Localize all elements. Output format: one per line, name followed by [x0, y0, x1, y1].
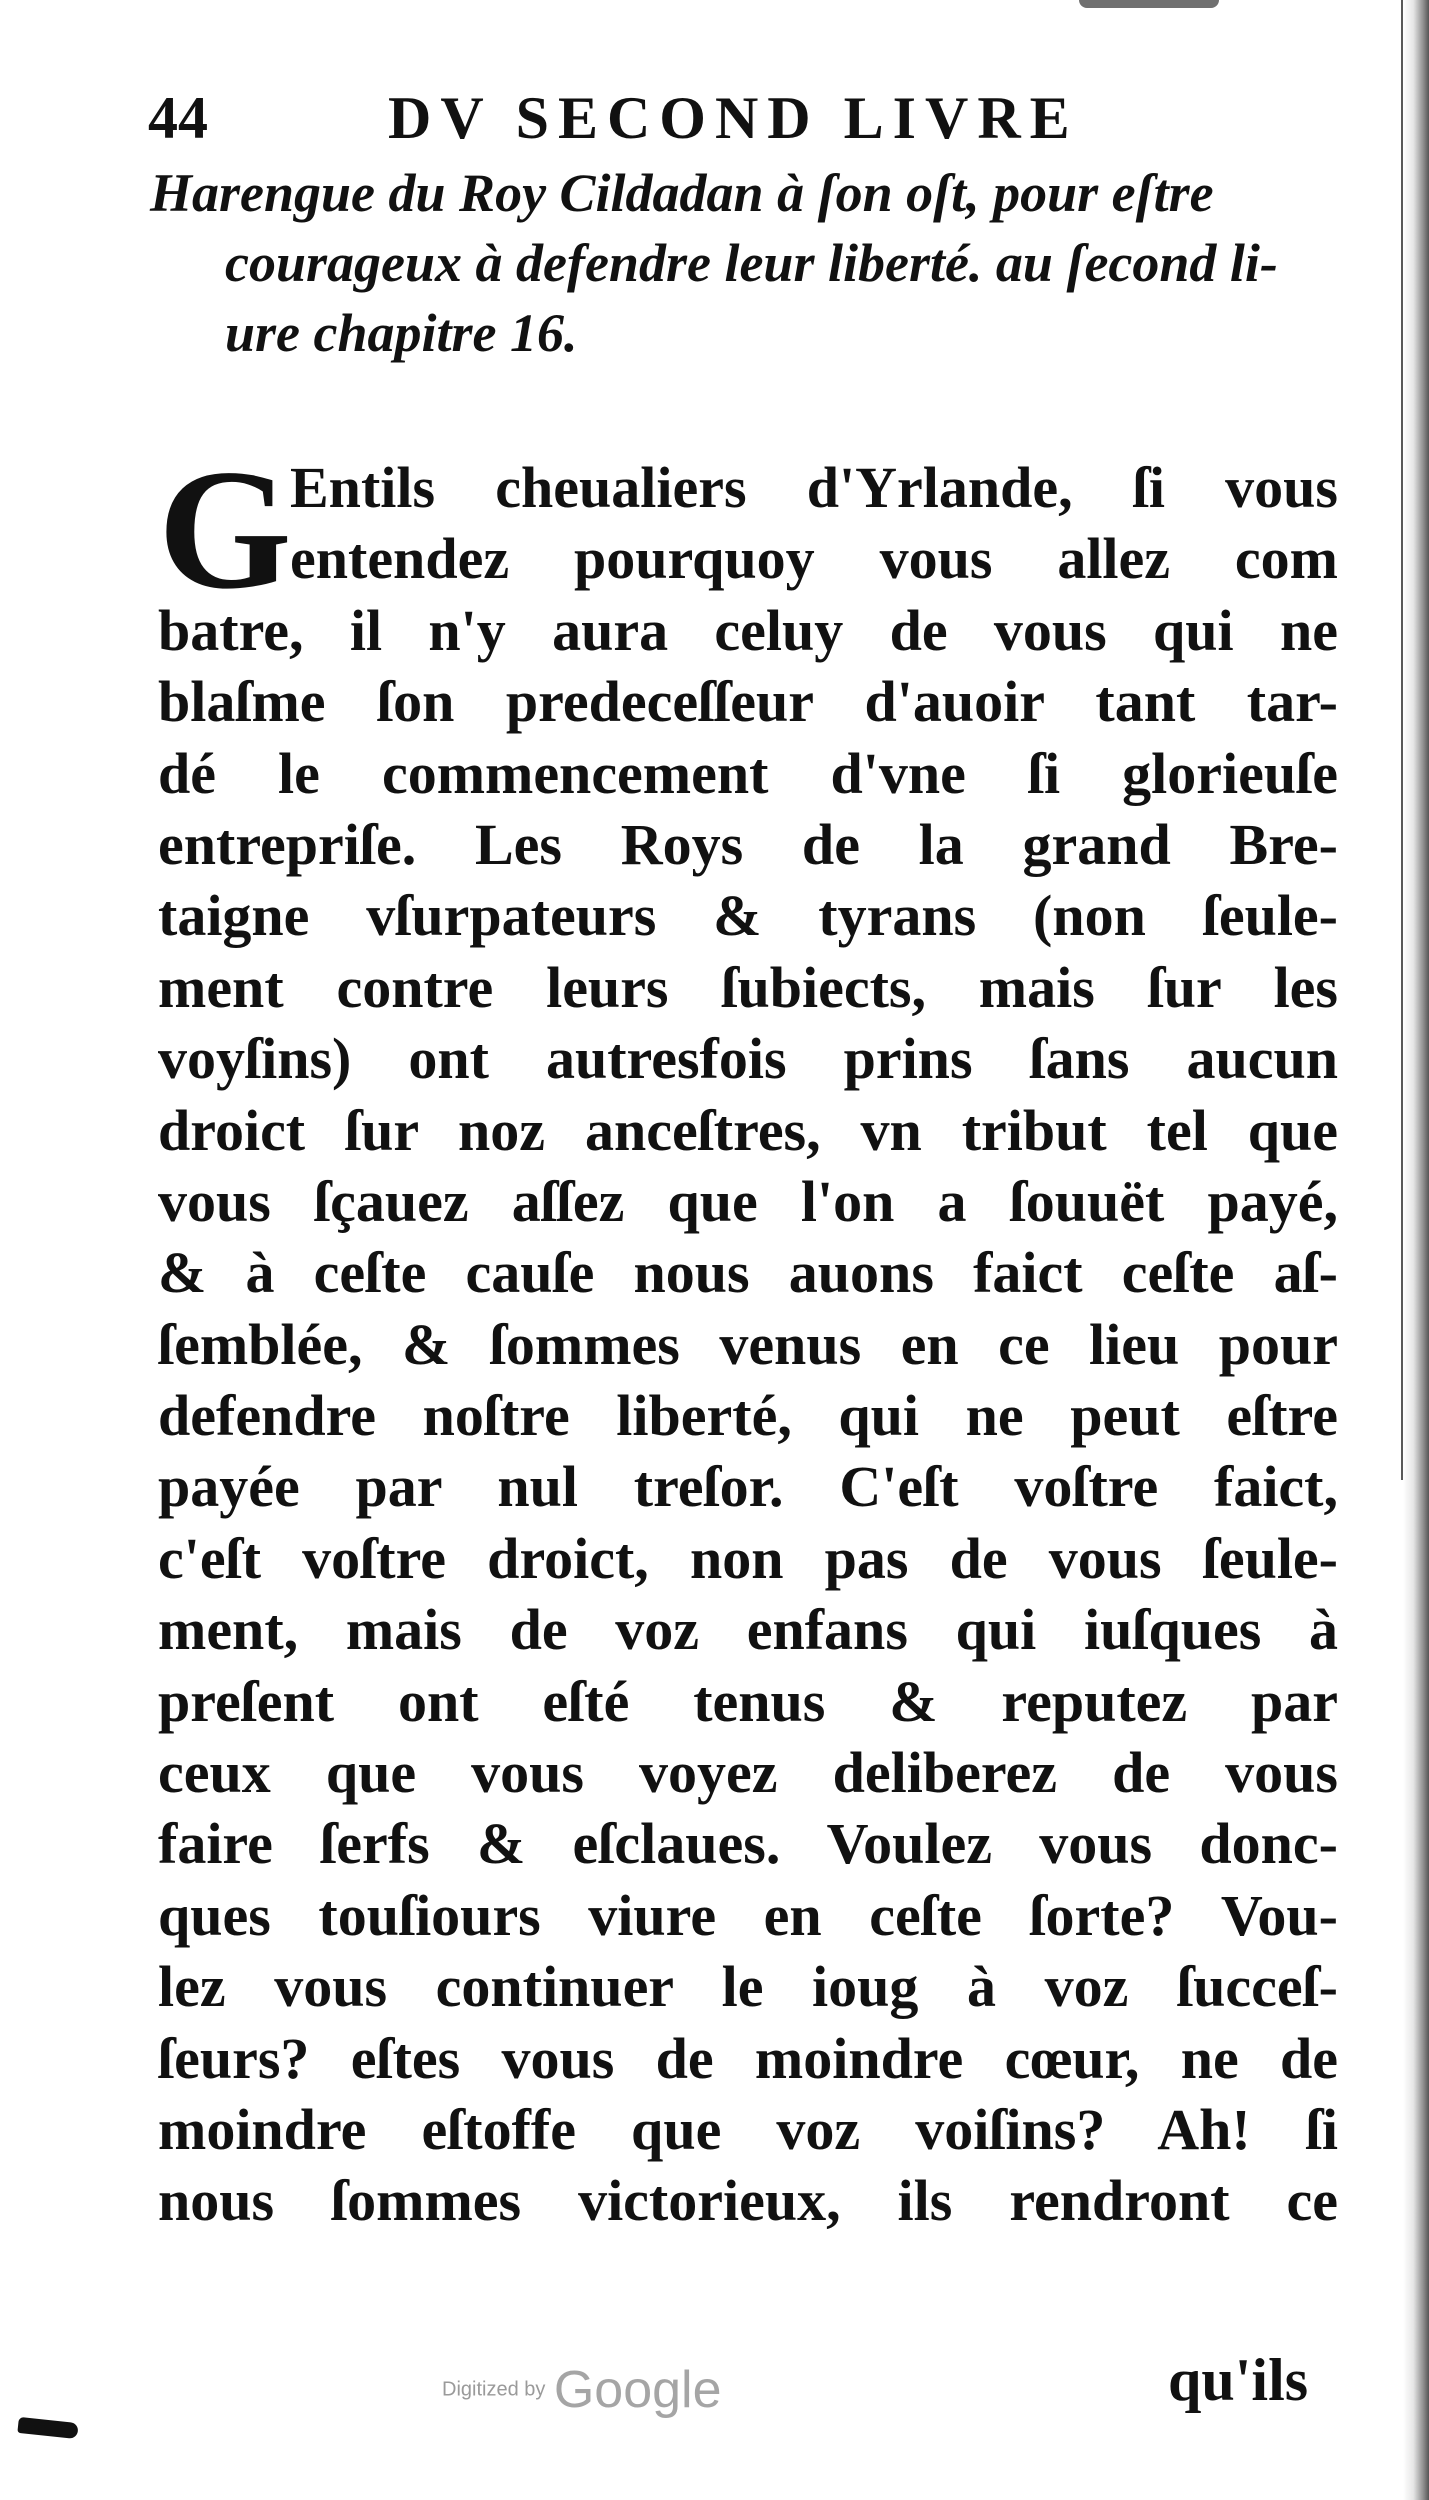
text-line: ceux que vous voyez deliberez de vous	[158, 1740, 1338, 1806]
text-line: ment, mais de voz enfans qui iuſques à	[158, 1597, 1338, 1663]
ink-mark	[17, 2417, 78, 2439]
text-line: moindre eſtoffe que voz voiſins? Ah! ſi	[158, 2096, 1338, 2162]
page-number: 44	[148, 85, 208, 151]
watermark-prefix: Digitized by	[442, 2378, 546, 2401]
body-text	[158, 435, 1338, 2237]
chapter-heading	[150, 158, 1335, 368]
text-line: batre, il n'y aura celuy de vous qui ne	[158, 597, 1338, 663]
digitized-by-watermark	[442, 2360, 722, 2430]
text-line: defendre noſtre liberté, qui ne peut eſtre	[158, 1383, 1338, 1449]
text-line: voyſins) ont autresfois prins ſans aucun	[158, 1026, 1338, 1092]
running-title: DV SECOND LIVRE	[388, 85, 1079, 151]
page-edge-shadow	[1403, 0, 1429, 2500]
text-line: preſent ont eſté tenus & reputez par	[158, 1668, 1338, 1734]
text-line: nous ſommes victorieux, ils rendront ce	[158, 2168, 1338, 2234]
text-line: entrepriſe. Les Roys de la grand Bre-	[158, 811, 1338, 877]
chapter-heading-line: Harengue du Roy Cildadan à ſon oſt, pour eſtre	[150, 163, 1214, 223]
text-line: lez vous continuer le ioug à voz ſucceſ-	[158, 1954, 1338, 2020]
text-line: droict ſur noz anceſtres, vn tribut tel que	[158, 1097, 1338, 1163]
text-line: faire ſerfs & eſclaues. Voulez vous donc-	[158, 1811, 1338, 1877]
text-line: blaſme ſon predeceſſeur d'auoir tant tar-	[158, 669, 1338, 735]
text-line: vous ſçauez aſſez que l'on a ſouuët payé,	[158, 1168, 1338, 1234]
scan-smudge	[1079, 0, 1219, 8]
text-line: ſemblée, & ſommes venus en ce lieu pour	[158, 1311, 1338, 1377]
chapter-heading-line: ure chapitre 16.	[225, 303, 578, 363]
chapter-heading-line: courageux à defendre leur liberté. au ſecond li-	[225, 233, 1278, 293]
catchword: qu'ils	[1168, 2347, 1309, 2413]
text-line: payée par nul treſor. C'eſt voſtre faict,	[158, 1454, 1338, 1520]
running-header	[148, 78, 1198, 158]
text-line: taigne vſurpateurs & tyrans (non ſeule-	[158, 883, 1338, 949]
watermark-brand: Google	[553, 2361, 722, 2419]
text-line: Entils cheualiers d'Yrlande, ſi vous	[290, 455, 1338, 520]
text-line: dé le commencement d'vne ſi glorieuſe	[158, 740, 1338, 806]
text-line: c'eſt voſtre droict, non pas de vous ſeule-	[158, 1525, 1338, 1591]
text-line: entendez pourquoy vous allez com	[290, 526, 1338, 592]
text-line: ſeurs? eſtes vous de moindre cœur, ne de	[158, 2025, 1338, 2091]
text-line: & à ceſte cauſe nous auons faict ceſte aſ-	[158, 1240, 1338, 1306]
text-line: ques touſiours viure en ceſte ſorte? Vou-	[158, 1882, 1338, 1948]
drop-cap-initial: G	[158, 435, 292, 625]
text-line: ment contre leurs ſubiects, mais ſur les	[158, 954, 1338, 1020]
